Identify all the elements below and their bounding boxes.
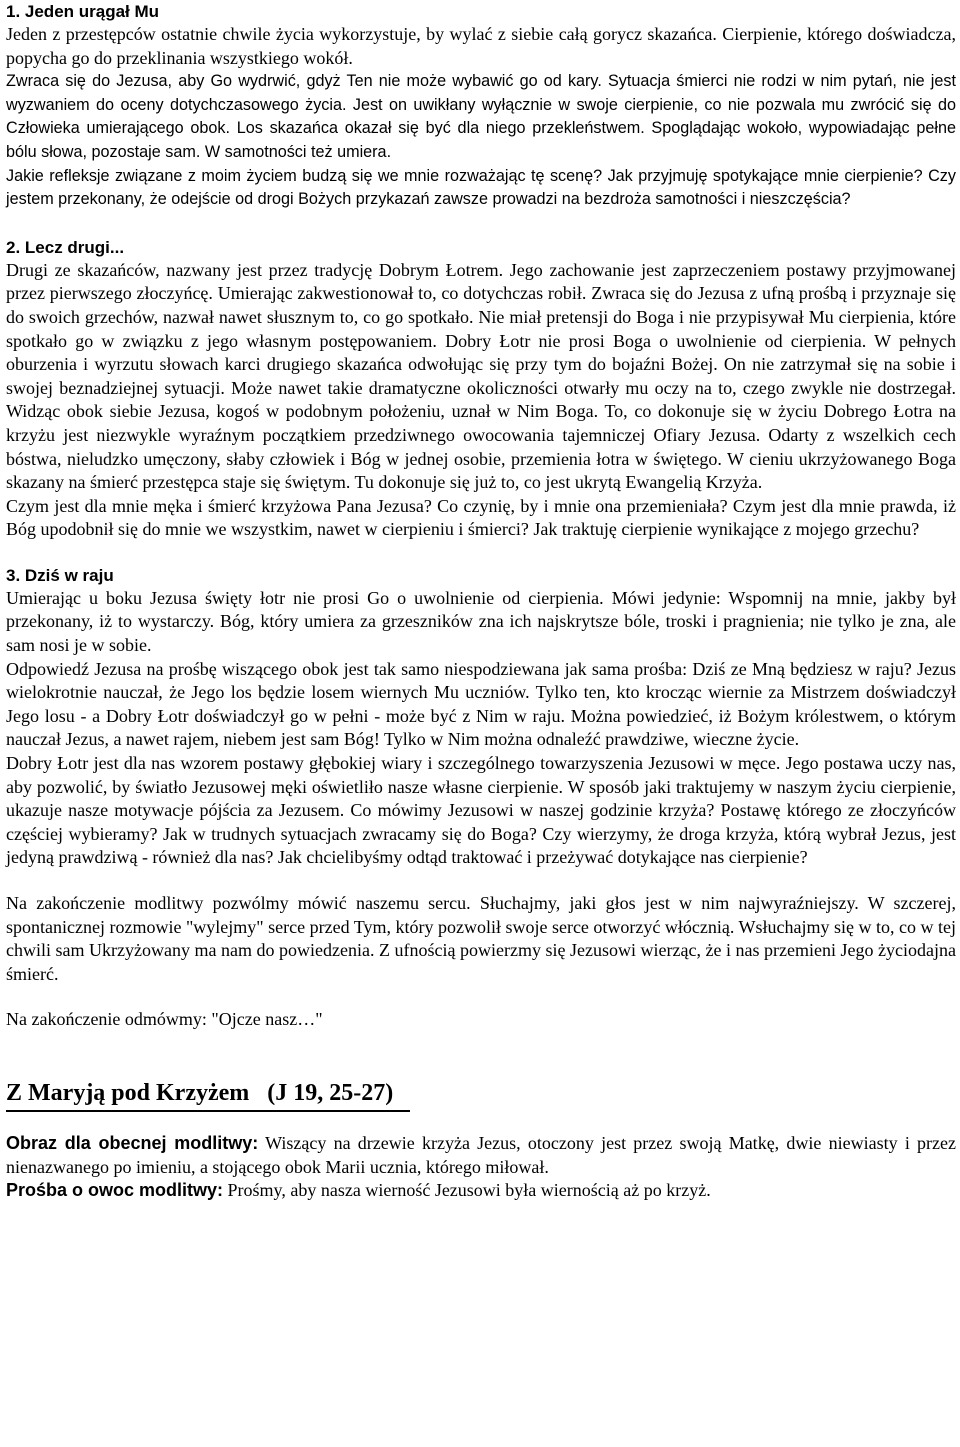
image-for-prayer [6, 1132, 956, 1179]
section-3-title: 3. Dziś w raju [6, 565, 114, 585]
section-1-title: 1. Jeden urągał Mu [6, 2, 160, 21]
section-2-paragraph-2: Czym jest dla mnie męka i śmierć krzyżowa Pana Jezusa? Co czynię, by i mnie ona przemieniała? Czym jest dla mnie prawda, iż Bóg upodobnił się do mnie we wszystkim, nawet w cierpieniu i śmierci? Jak traktuję cierpienie wynikające z mojego grzechu? [6, 495, 956, 540]
spacer [6, 1112, 956, 1132]
image-for-prayer-label: Obraz dla obecnej modlitwy: [6, 1132, 259, 1153]
prayer-request-text: Prośmy, aby nasza wierność Jezusowi była wiernością aż po krzyż. [223, 1180, 711, 1201]
section-1-paragraph-3: Jakie refleksje związane z moim życiem budzą się we mnie rozważając tę scenę? Jak przyjmuję spotykające mnie cierpienie? Czy jestem przekonany, że odejście od drogi Bożych przykazań zawsze prowadzi na bezdroża samotności i nieszczęścia? [6, 166, 956, 209]
section-1-paragraph-1: Jeden z przestępców ostatnie chwile życia wykorzystuje, by wylać z siebie całą gorycz skazańca. Cierpienie, którego doświadcza, popycha go do przeklinania wszystkiego wokół. [6, 24, 956, 68]
spacer [6, 870, 956, 892]
image-for-prayer-text: Wiszący na drzewie krzyża Jezus, otoczony jest przez swoją Matkę, dwie niewiasty i przez nienazwanego po imieniu, a stojącego obok Marii ucznia, którego miłował. [6, 1132, 957, 1177]
document-page [6, 0, 956, 1203]
spacer [6, 212, 956, 236]
section-2-paragraph-1: Drugi ze skazańców, nazwany jest przez tradycję Dobrym Łotrem. Jego zachowanie jest zaprzeczeniem postawy przyjmowanej przez pierwszego złoczyńcę. Umierając zakwestionował to, co dotychczas robił. Zwraca się do Jezusa z ufną prośbą i przyznaje się do swoich grzechów, nazwał nawet słusznym to, co go spotkało. Nie miał pretensji do Boga i nie przypisywał Mu cierpienia, które spotkało go w związku z jego własnym postępowaniem. Dobry Łotr nie prosi Boga o uwolnienie od cierpienia. W pełnych oburzenia i wyrzutu słowach karci drugiego skazańca odwołując się przy tym do bojaźni Bożej. On nie zatrzymał się na sobie i swojej beznadziejnej sytuacji. Może nawet takie dramatyczne okoliczności otwarły mu oczy na to, czego zwykle nie dostrzegał. Widząc obok siebie Jezusa, kogoś w podobnym położeniu, uznał w Nim Boga. To, co dokonuje się w życiu Dobrego Łotra na krzyżu jest niezwykle wyraźnym początkiem przedziwnego owocowania tajemniczej Ofiary Jezusa. Odarty z wszelkich cech bóstwa, nieludzko umęczony, słaby człowiek i Bóg w jednej osobie, przemienia łotra w świętego. W cieniu ukrzyżowanego Boga skazany na śmierć przestępca staje się świętym. Tu dokonuje się już to, co jest ukrytą Ewangelią Krzyża. [6, 259, 956, 493]
closing-paragraph: Na zakończenie modlitwy pozwólmy mówić naszemu sercu. Słuchajmy, jaki głos jest w nim najwyraźniejszy. W szczerej, spontanicznej rozmowie "wylejmy" serce przed Tym, który pozwolił swoje serce otworzyć włócznią. Wsłuchajmy się w to, co w tej chwili sam Ukrzyżowany ma nam do powiedzenia. Z ufnością powierzmy się Jezusowi wierząc, że i nas przemieni Jego życiodajna śmierć. [6, 893, 956, 984]
chapter-title: Z Maryją pod Krzyżem (J 19, 25-27) [6, 1078, 410, 1112]
closing-prayer: Na zakończenie odmówmy: "Ojcze nasz…" [6, 1009, 323, 1030]
section-3-paragraph-3: Dobry Łotr jest dla nas wzorem postawy głębokiej wiary i szczególnego towarzyszenia Jezusowi w męce. Jego postawa uczy nas, aby pozwolić, by światło Jezusowej męki oświetliło nasze własne cierpienie. W sposób jaki traktujemy w naszym życiu cierpienie, ukazuje nasze motywacje pójścia za Jezusem. Co mówimy Jezusowi w naszej godzinie krzyża? Postawę którego ze złoczyńców częściej wybieramy? Jak w trudnych sytuacjach zwracamy się do Boga? Czy wierzymy, że droga krzyża, którą wybrał Jezus, jest jedyną prawdziwą - również dla nas? Jak chcielibyśmy odtąd traktować i przeżywać dotykające nas cierpienie? [6, 753, 956, 868]
section-3-paragraph-1: Umierając u boku Jezusa święty łotr nie prosi Go o uwolnienie od cierpienia. Mówi jedynie: Wspomnij na mnie, jakby był przekonany, iż to wystarczy. Bóg, który umiera za grzeszników zna ich najskrytsze bóle, troski i pragnienia; nie tylko je zna, ale sam nosi je w sobie. [6, 587, 956, 656]
prayer-request [6, 1179, 956, 1203]
prayer-request-label: Prośba o owoc modlitwy: [6, 1180, 224, 1201]
section-2-title: 2. Lecz drugi... [6, 237, 125, 257]
section-3-paragraph-2: Odpowiedź Jezusa na prośbę wiszącego obok jest tak samo niespodziewana jak sama prośba: Dziś ze Mną będziesz w raju? Jezus wielokrotnie nauczał, że Jego los będzie losem wiernych Mu uczniów. Tylko ten, kto krocząc wiernie za Mistrzem doświadczył Jego losu - a Dobry Łotr doświadczył go w pełni - może być z Nim w raju. Można powiedzieć, iż Bożym królestwem, o którym nauczał Jezus, a nawet rajem, niebem jest sam Bóg! Tylko w Nim można odnaleźć prawdziwe, wieczne życie. [6, 658, 956, 750]
spacer [6, 1032, 956, 1078]
spacer [6, 986, 956, 1008]
section-1-paragraph-2: Zwraca się do Jezusa, aby Go wydrwić, gdyż Ten nie może wybawić go od kary. Sytuacja śmierci nie rodzi w nim pytań, nie jest wyzwaniem do oceny dotychczasowego życia. Jest on uwikłany wyłącznie w swoje cierpienie, co nie pozwala mu zwrócić się do Człowieka umierającego obok. Los skazańca okazał się być dla niego przekleństwem. Spoglądając wokoło, wypowiadając pełne bólu słowa, pozostaje sam. W samotności też umiera. [6, 72, 956, 161]
spacer [6, 542, 956, 564]
